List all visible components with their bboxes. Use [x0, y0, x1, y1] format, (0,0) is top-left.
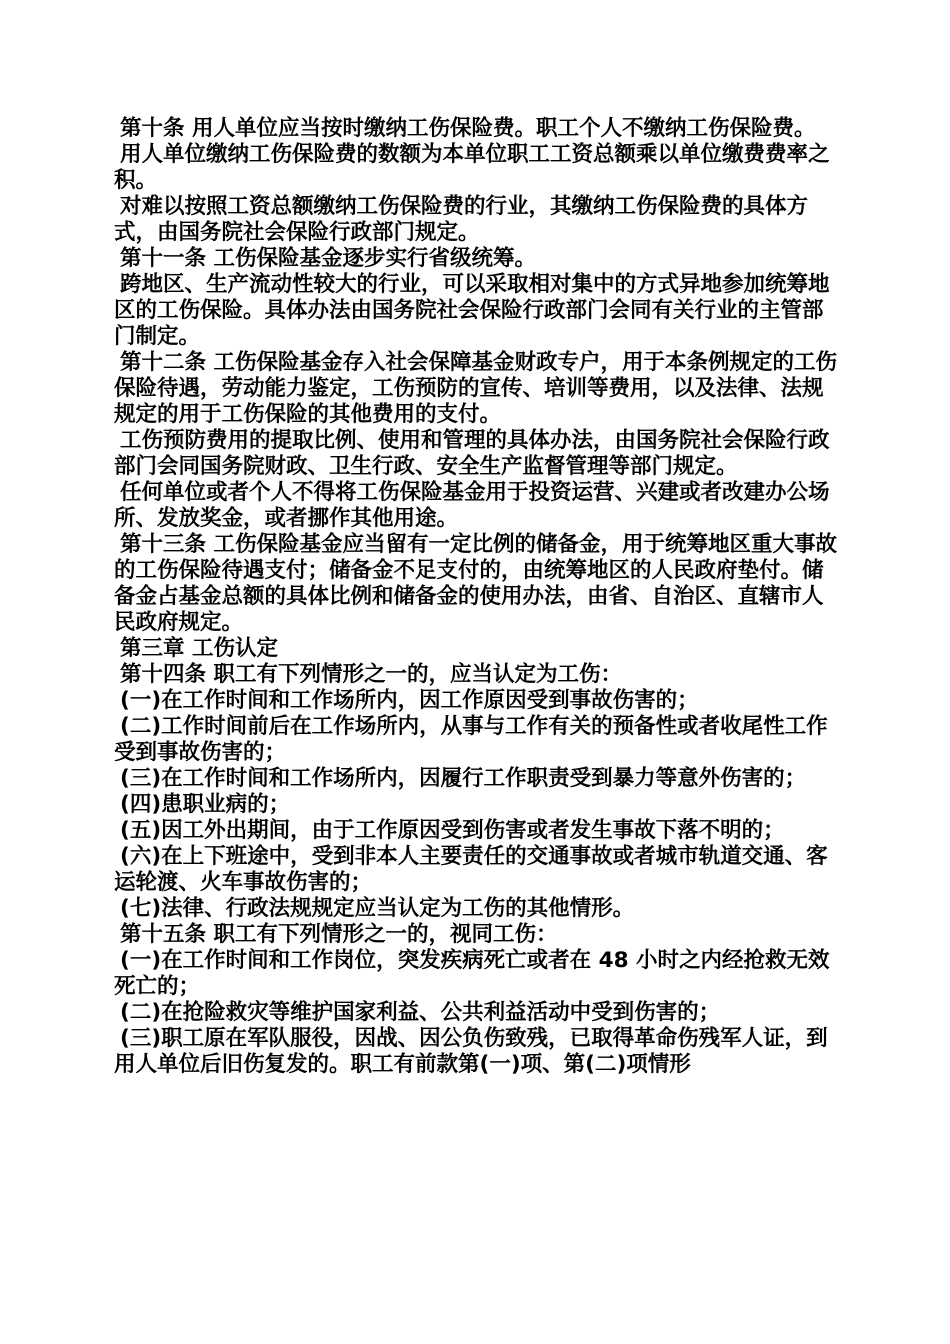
document-body: [114, 116, 844, 1078]
chapter-heading: 第三章 工伤认定: [120, 636, 278, 661]
paragraph: 任何单位或者个人不得将工伤保险基金用于投资运营、兴建或者改建办公场所、发放奖金，或者挪作其他用途。: [114, 480, 830, 531]
paragraph: 第十一条 工伤保险基金逐步实行省级统筹。: [120, 246, 536, 271]
list-item: (七)法律、行政法规规定应当认定为工伤的其他情形。: [120, 896, 635, 921]
list-item: (五)因工外出期间，由于工作原因受到伤害或者发生事故下落不明的；: [120, 818, 785, 843]
paragraph: 对难以按照工资总额缴纳工伤保险费的行业，其缴纳工伤保险费的具体方式，由国务院社会保险行政部门规定。: [114, 194, 809, 245]
paragraph: 跨地区、生产流动性较大的行业，可以采取相对集中的方式异地参加统筹地区的工伤保险。具体办法由国务院社会保险行政部门会同有关行业的主管部门制定。: [114, 272, 830, 349]
list-item: (三)职工原在军队服役，因战、因公负伤致残，已取得革命伤残军人证，到用人单位后旧伤复发的。职工有前款第(一)项、第(二)项情形: [114, 1026, 828, 1077]
list-item: (四)患职业病的；: [120, 792, 291, 817]
list-item: (一)在工作时间和工作岗位，突发疾病死亡或者在 48 小时之内经抢救无效死亡的；: [114, 948, 830, 999]
paragraph: 用人单位缴纳工伤保险费的数额为本单位职工工资总额乘以单位缴费费率之积。: [114, 142, 830, 193]
paragraph: 第十四条 职工有下列情形之一的，应当认定为工伤：: [120, 662, 622, 687]
list-item: (一)在工作时间和工作场所内，因工作原因受到事故伤害的；: [120, 688, 699, 713]
list-item: (二)在抢险救灾等维护国家利益、公共利益活动中受到伤害的；: [120, 1000, 721, 1025]
list-item: (三)在工作时间和工作场所内，因履行工作职责受到暴力等意外伤害的；: [120, 766, 807, 791]
paragraph: 第十三条 工伤保险基金应当留有一定比例的储备金，用于统筹地区重大事故的工伤保险待遇支付；储备金不足支付的，由统筹地区的人民政府垫付。储备金占基金总额的具体比例和储备金的使用办法，由省、自治区、直辖市人民政府规定。: [114, 532, 837, 635]
paragraph: 工伤预防费用的提取比例、使用和管理的具体办法，由国务院社会保险行政部门会同国务院财政、卫生行政、安全生产监督管理等部门规定。: [114, 428, 830, 479]
paragraph: 第十五条 职工有下列情形之一的，视同工伤：: [120, 922, 558, 947]
list-item: (二)工作时间前后在工作场所内，从事与工作有关的预备性或者收尾性工作受到事故伤害的；: [114, 714, 828, 765]
list-item: (六)在上下班途中，受到非本人主要责任的交通事故或者城市轨道交通、客运轮渡、火车事故伤害的；: [114, 844, 828, 895]
paragraph: 第十二条 工伤保险基金存入社会保障基金财政专户，用于本条例规定的工伤保险待遇，劳动能力鉴定，工伤预防的宣传、培训等费用，以及法律、法规规定的用于工伤保险的其他费用的支付。: [114, 350, 837, 427]
paragraph: 第十条 用人单位应当按时缴纳工伤保险费。职工个人不缴纳工伤保险费。: [120, 116, 816, 141]
